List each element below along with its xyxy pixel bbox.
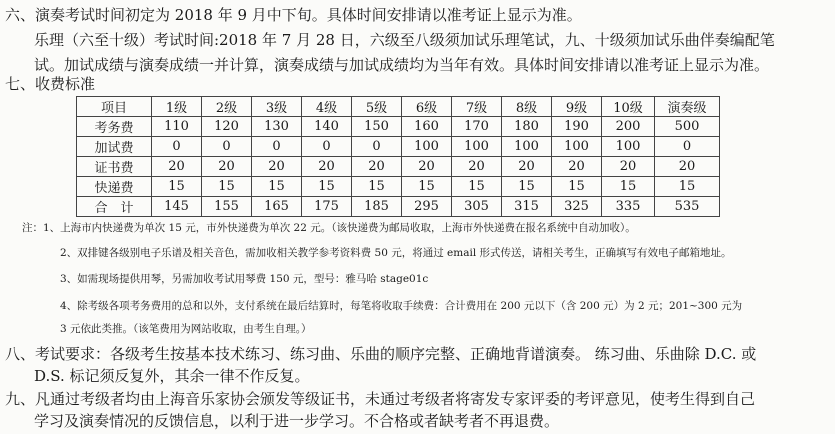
- table-cell: 305: [452, 197, 502, 217]
- table-cell: 20: [655, 157, 720, 177]
- table-cell: 130: [252, 117, 302, 137]
- table-cell: 535: [655, 197, 720, 217]
- header-cell: 8级: [502, 97, 552, 117]
- table-cell: 120: [202, 117, 252, 137]
- table-cell: 180: [502, 117, 552, 137]
- table-cell: 170: [452, 117, 502, 137]
- note-3: 3、如需现场提供用琴，另需加收考试用琴费 150 元，型号：雅马哈 stage01c: [60, 273, 429, 285]
- header-cell: 7级: [452, 97, 502, 117]
- table-cell: 165: [252, 197, 302, 217]
- table-cell: 20: [402, 157, 452, 177]
- fee-table: [76, 96, 720, 217]
- header-cell: 5级: [352, 97, 402, 117]
- table-cell: 15: [452, 177, 502, 197]
- table-row-total: [77, 197, 720, 217]
- header-cell: 项目: [77, 97, 152, 117]
- table-cell: 15: [502, 177, 552, 197]
- note-4-line2: 3 元依此类推。（该笔费用为网站收取，由考生自理。）: [60, 323, 312, 335]
- table-cell: 20: [202, 157, 252, 177]
- table-cell: 315: [502, 197, 552, 217]
- section9-line1: 九、凡通过考级者均由上海音乐家协会颁发等级证书，未通过考级者将寄发专家评委的考评意见，使考生得到自己: [5, 390, 756, 408]
- table-cell: 110: [152, 117, 202, 137]
- table-cell: 140: [302, 117, 352, 137]
- table-cell: 0: [302, 137, 352, 157]
- header-cell: 3级: [252, 97, 302, 117]
- table-cell: 0: [252, 137, 302, 157]
- header-cell: 演奏级: [655, 97, 720, 117]
- table-cell: 15: [352, 177, 402, 197]
- section7-title: 七、收费标准: [5, 75, 96, 93]
- table-cell: 100: [602, 137, 655, 157]
- table-cell: 15: [252, 177, 302, 197]
- section8-line1: 八、考试要求：各级考生按基本技术练习、练习曲、乐曲的顺序完整、正确地背谱演奏。 练习曲、乐曲除 D.C. 或: [5, 345, 757, 363]
- table-cell: 15: [655, 177, 720, 197]
- row-label: 快递费: [77, 177, 152, 197]
- header-cell: 9级: [552, 97, 602, 117]
- table-row: [77, 137, 720, 157]
- section9-line2: 学习及演奏情况的反馈信息，以利于进一步学习。不合格或者缺考者不再退费。: [34, 412, 560, 430]
- table-cell: 0: [152, 137, 202, 157]
- table-cell: 20: [352, 157, 402, 177]
- table-cell: 335: [602, 197, 655, 217]
- table-cell: 20: [502, 157, 552, 177]
- table-cell: 155: [202, 197, 252, 217]
- table-cell: 20: [602, 157, 655, 177]
- note-2: 2、双排键各级别电子乐谱及相关音色，需加收相关教学参考资料费 50 元，将通过 email 形式传送，请相关考生，正确填写有效电子邮箱地址。: [60, 247, 732, 259]
- header-cell: 4级: [302, 97, 352, 117]
- section6-line3: 试。加试成绩与演奏成绩一并计算，演奏成绩与加试成绩均为当年有效。具体时间安排请以准考证上显示为准。: [34, 56, 770, 74]
- table-cell: 500: [655, 117, 720, 137]
- table-cell: 190: [552, 117, 602, 137]
- table-cell: 15: [552, 177, 602, 197]
- section6-line1: 六、演奏考试时间初定为 2018 年 9 月中下旬。具体时间安排请以准考证上显示为准。: [5, 6, 582, 24]
- table-cell: 0: [202, 137, 252, 157]
- table-cell: 20: [252, 157, 302, 177]
- header-cell: 1级: [152, 97, 202, 117]
- table-cell: 160: [402, 117, 452, 137]
- row-label: 合 计: [77, 197, 152, 217]
- note-1: 注：1、上海市内快递费为单次 15 元，市外快递费为单次 22 元。（该快递费为邮局收取，上海市外快递费在报名系统中自动加收）。: [22, 222, 636, 234]
- table-cell: 15: [402, 177, 452, 197]
- table-cell: 15: [202, 177, 252, 197]
- section8-line2: D.S. 标记须反复外，其余一律不作反复。: [34, 367, 310, 385]
- table-cell: 150: [352, 117, 402, 137]
- row-label: 考务费: [77, 117, 152, 137]
- table-cell: 15: [302, 177, 352, 197]
- table-cell: 20: [302, 157, 352, 177]
- header-cell: 6级: [402, 97, 452, 117]
- table-cell: 20: [152, 157, 202, 177]
- table-cell: 100: [452, 137, 502, 157]
- table-cell: 100: [402, 137, 452, 157]
- section6-line2: 乐理（六至十级）考试时间:2018 年 7 月 28 日，六级至八级须加试乐理笔试，九、十级须加试乐曲伴奏编配笔: [34, 31, 775, 49]
- fee-table-header-row: [77, 97, 720, 117]
- table-cell: 145: [152, 197, 202, 217]
- table-cell: 0: [655, 137, 720, 157]
- table-cell: 20: [452, 157, 502, 177]
- header-cell: 2级: [202, 97, 252, 117]
- table-cell: 325: [552, 197, 602, 217]
- note-4-line1: 4、除考级各项考务费用的总和以外，支付系统在最后结算时，每笔将收取手续费：合计费用在 200 元以下（含 200 元）为 2 元；201~300 元为: [60, 300, 743, 312]
- row-label: 证书费: [77, 157, 152, 177]
- table-cell: 20: [552, 157, 602, 177]
- table-cell: 295: [402, 197, 452, 217]
- table-cell: 100: [552, 137, 602, 157]
- table-cell: 185: [352, 197, 402, 217]
- table-cell: 0: [352, 137, 402, 157]
- table-row: [77, 117, 720, 137]
- table-cell: 15: [152, 177, 202, 197]
- row-label: 加试费: [77, 137, 152, 157]
- table-cell: 200: [602, 117, 655, 137]
- table-cell: 15: [602, 177, 655, 197]
- header-cell: 10级: [602, 97, 655, 117]
- table-row: [77, 177, 720, 197]
- table-cell: 175: [302, 197, 352, 217]
- table-cell: 100: [502, 137, 552, 157]
- table-row: [77, 157, 720, 177]
